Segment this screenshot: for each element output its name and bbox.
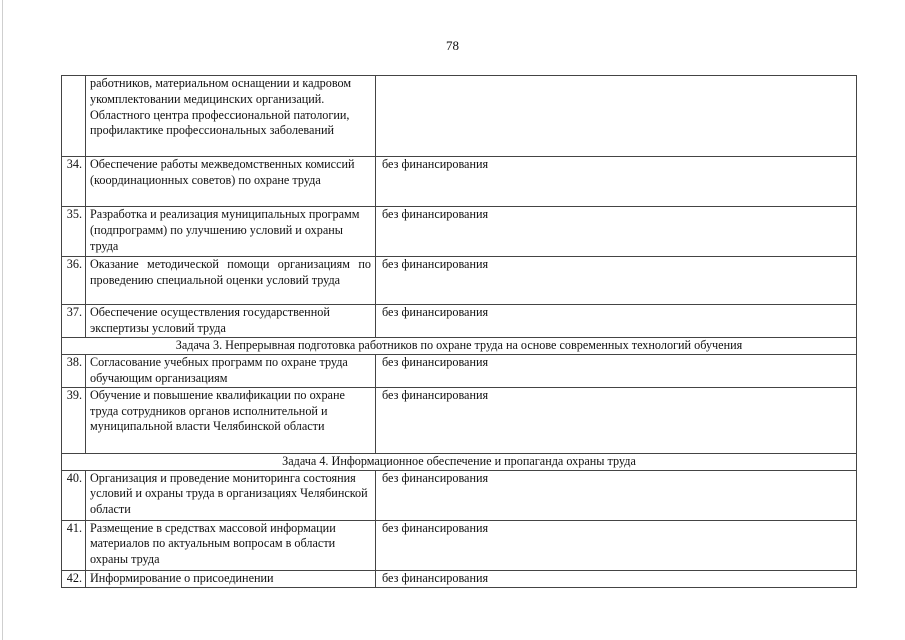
page-number: 78 (446, 38, 459, 53)
row-description: Обеспечение работы межведомственных комиссий (координационных советов) по охране труда (86, 157, 376, 207)
row-financing: без финансирования (376, 157, 857, 207)
table-row-37 (62, 305, 857, 338)
row-description: работников, материальном оснащении и кадровом укомплектовании медицинских организаций. Областного центра профессиональной патологии, профилактике профессиональных заболеваний (86, 76, 376, 157)
table-row-35 (62, 207, 857, 257)
row-financing: без финансирования (376, 305, 857, 338)
table-row-34 (62, 157, 857, 207)
row-number: 34. (62, 157, 86, 207)
row-description: Информирование о присоединении (86, 570, 376, 587)
table-row-40 (62, 470, 857, 520)
row-number: 40. (62, 470, 86, 520)
row-financing: без финансирования (376, 570, 857, 587)
row-financing: без финансирования (376, 470, 857, 520)
row-description: Обучение и повышение квалификации по охране труда сотрудников органов исполнительной и муниципальной власти Челябинской области (86, 387, 376, 453)
row-financing (376, 76, 857, 157)
row-financing: без финансирования (376, 520, 857, 570)
table-row-41 (62, 520, 857, 570)
row-number: 37. (62, 305, 86, 338)
table-row-continuation (62, 76, 857, 157)
row-number: 35. (62, 207, 86, 257)
row-number: 42. (62, 570, 86, 587)
scan-edge-line (2, 0, 3, 640)
table-row-36 (62, 257, 857, 305)
row-number: 39. (62, 387, 86, 453)
row-financing: без финансирования (376, 387, 857, 453)
row-description: Организация и проведение мониторинга состояния условий и охраны труда в организациях Челябинской области (86, 470, 376, 520)
row-description: Согласование учебных программ по охране труда обучающим организациям (86, 354, 376, 387)
row-financing: без финансирования (376, 257, 857, 305)
row-financing: без финансирования (376, 354, 857, 387)
row-number (62, 76, 86, 157)
row-number: 36. (62, 257, 86, 305)
table-row-38 (62, 354, 857, 387)
row-number: 41. (62, 520, 86, 570)
row-description: Оказание методической помощи организациям по проведению специальной оценки условий труда (86, 257, 376, 305)
row-description: Обеспечение осуществления государственной экспертизы условий труда (86, 305, 376, 338)
task-4-row (62, 453, 857, 470)
task-3-row (62, 338, 857, 355)
table-row-42 (62, 570, 857, 587)
task-4-heading: Задача 4. Информационное обеспечение и пропаганда охраны труда (62, 453, 857, 470)
measures-table (61, 75, 857, 588)
row-financing: без финансирования (376, 207, 857, 257)
row-description: Разработка и реализация муниципальных программ (подпрограмм) по улучшению условий и охраны труда (86, 207, 376, 257)
row-number: 38. (62, 354, 86, 387)
table-row-39 (62, 387, 857, 453)
row-description: Размещение в средствах массовой информации материалов по актуальным вопросам в области охраны труда (86, 520, 376, 570)
task-3-heading: Задача 3. Непрерывная подготовка работников по охране труда на основе современных технологий обучения (62, 338, 857, 355)
